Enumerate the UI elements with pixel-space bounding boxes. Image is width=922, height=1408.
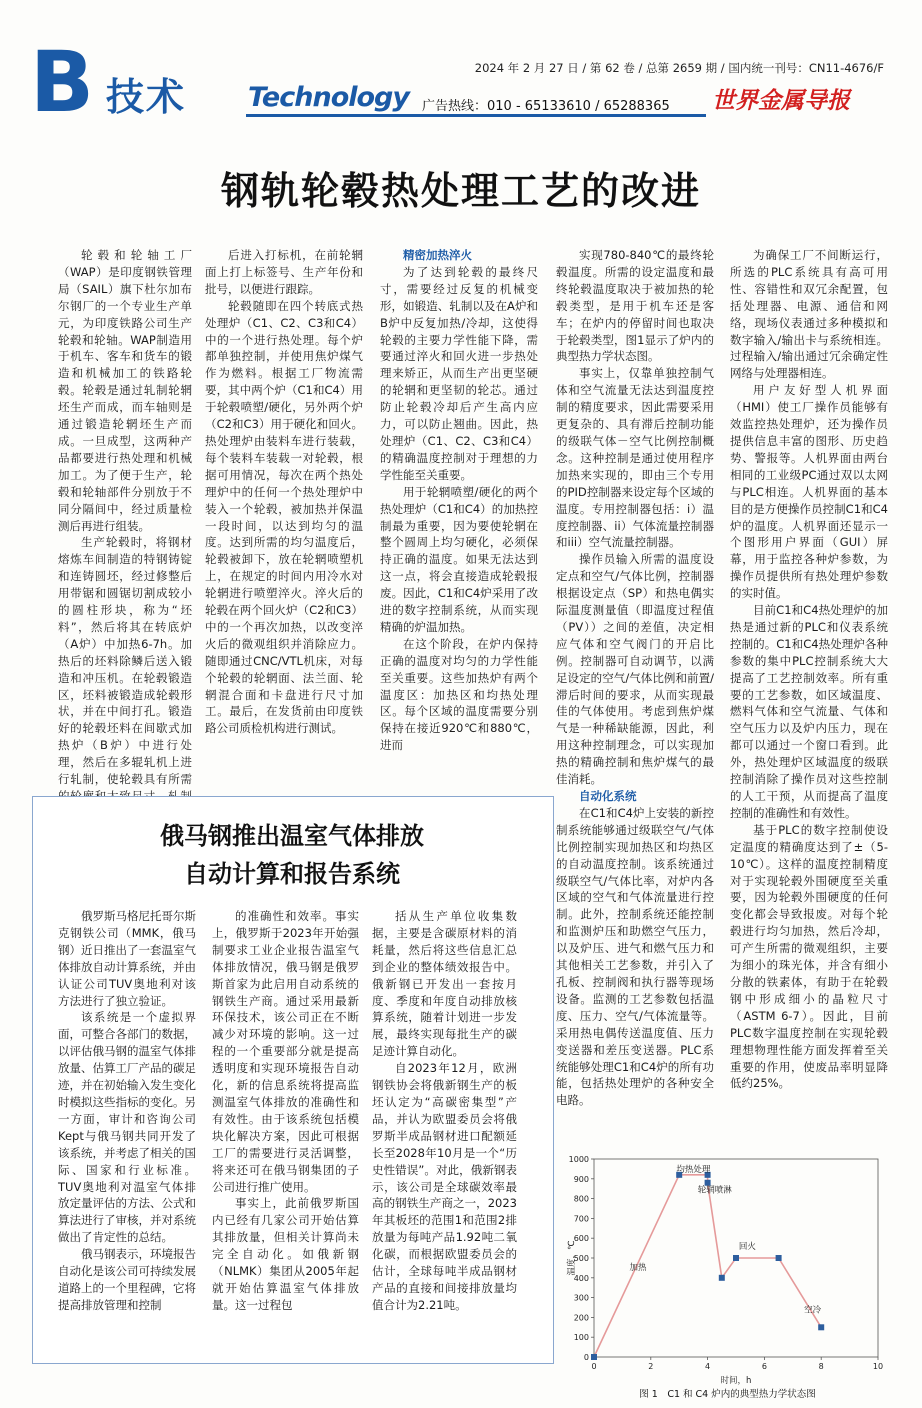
chart-annotation: 轮辋喷淋 <box>697 1185 732 1196</box>
chart-svg <box>560 1145 895 1385</box>
paragraph: 俄马钢表示，环境报告自动化是该公司可持续发展道路上的一个里程碑，它将提高排放管理和控制 <box>58 1247 196 1312</box>
data-point <box>733 1255 739 1261</box>
x-tick-label: 0 <box>591 1362 597 1371</box>
paragraph: 基于PLC的数字控制使设定温度的精确度达到了±（5-10℃）。这样的温度控制精度对于实现轮毂外围硬度至关重要，因为轮毂外围硬度的任何变化都会导致报废。对每个轮毂进行均匀加热，然后冷却，可产生所需的微观组织，主要为细小的珠光体，并含有细小分散的铁素体，有助于在轮毂钢中形成细小的晶粒尺寸（ASTM 6-7）。因此，目前PLC数字温度控制在实现轮毂理想物理性能方面发挥着至关重要的作用，使废品率明显降低约25%。 <box>730 822 888 1091</box>
x-tick-label: 10 <box>872 1362 884 1371</box>
data-point <box>591 1354 597 1360</box>
paragraph: 的准确性和效率。事实上，俄罗斯于2023年开始强制要求工业企业报告温室气体排放情况，俄马钢是俄罗斯首家为此启用自动系统的钢铁生产商。通过采用最新环保技术，该公司正在不断减少对环境的影响。这一过程的一个重要部分就是提高透明度和实现环境报告自动化，新的信息系统将提高监测温室气体排放的准确性和有效性。由于该系统包括模块化解决方案，因此可根据工厂的需要进行灵活调整，将来还可在俄马钢集团的子公司进行推广使用。 <box>212 909 359 1194</box>
newspaper-logo: 世界金属导报 <box>712 87 850 114</box>
chart-annotation: 空冷 <box>804 1305 822 1316</box>
chart-annotation: 回火 <box>738 1242 756 1253</box>
y-tick-label: 0 <box>583 1353 589 1362</box>
chart-annotation: 加热 <box>629 1262 647 1273</box>
y-tick-label: 800 <box>573 1194 589 1204</box>
paragraph: 为确保工厂不间断运行，所选的PLC系统具有高可用性、容错性和双冗余配置，包括处理器、电源、通信和网络，现场仪表通过多种模拟和数字输入/输出卡与系统相连。过程输入/输出通过冗余确定性网络与处理器相连。 <box>730 248 888 381</box>
paragraph: 事实上，仅靠单独控制气体和空气流量无法达到温度控制的精度要求，因此需要采用更复杂的、具有滞后控制功能的级联气体－空气比例控制概念。这种控制是通过使用程序加热来实现的，即由三个专用的PID控制器来设定每个区域的温度。专用控制器包括：i）温度控制器、ii）气体流量控制器和iii）空气流量控制器。 <box>556 366 714 550</box>
technology-label: Technology <box>248 82 409 113</box>
article1-column-4 <box>556 247 714 1137</box>
subheading-automation: 自动化系统 <box>579 789 637 803</box>
x-tick-label: 2 <box>648 1362 654 1371</box>
paragraph: 目前C1和C4热处理炉的加热是通过新的PLC和仪表系统控制的。C1和C4热处理炉各种参数的集中PLC控制系统大大提高了工艺控制效率。所有重要的工艺参数，如区域温度、燃料气体和空气流量、气体和空气压力以及炉内压力，现在都可以通过一个窗口看到。此外，热处理炉区域温度的级联控制消除了操作员对这些控制的人工干预，从而提高了温度控制的准确性和有效性。 <box>730 603 888 820</box>
y-axis-label: 温度，℃ <box>567 1240 577 1276</box>
paragraph: 轮毂和轮轴工厂（WAP）是印度钢铁管理局（SAIL）旗下杜尔加布尔钢厂的一个专业生产单元，为印度铁路公司生产轮毂和轮轴。WAP制造用于机车、客车和货车的锻造和机械加工的铁路轮毂。轮毂是通过轧制轮辋坯生产而成，而车轴则是通过锻造轮辋坯生产而成。一旦成型，这两种产品都要进行热处理和机械加工。为了便于生产，轮毂和轮轴部件分别放于不同分隔间中，经过质量检测后再进行组装。 <box>58 248 192 533</box>
paragraph: 事实上，此前俄罗斯国内已经有几家公司开始估算其排放量，但相关计算尚未完全自动化。如俄新钢（NLMK）集团从2005年起就开始估算温室气体排放量。这一过程包 <box>212 1196 359 1312</box>
paragraph: 轮毂随即在四个转底式热处理炉（C1、C2、C3和C4）中的一个进行热处理。每个炉都单独控制，并使用焦炉煤气作为燃料。根据工厂物流需要，其中两个炉（C1和C4）用于轮毂喷塑/硬化，另外两个炉（C2和C3）用于硬化和回火。热处理炉由装料车进行装载，每个装料车装载一对轮毂，根据可用情况，每次在两个热处理炉中的任何一个热处理炉中装入一个轮毂，被加热并保温一段时间，以达到均匀的温度。达到所需的均匀温度后，轮毂被卸下，放在轮辋喷塑机上，在规定的时间内用冷水对轮辋进行喷塑淬火。淬火后的轮毂在两个回火炉（C2和C3）中的一个再次加热，以改变淬火后的微观组织并消除应力。随即通过CNC/VTL机床，对每个轮毂的轮辋面、法兰面、轮辋混合面和卡盘进行尺寸加工。最后，在发货前由印度铁路公司质检机构进行测试。 <box>205 298 363 736</box>
y-tick-label: 200 <box>573 1313 589 1323</box>
section-letter: B <box>30 33 95 131</box>
subheading-precision-heating: 精密加热淬火 <box>403 248 472 262</box>
x-tick-label: 8 <box>818 1362 824 1371</box>
chart-caption: 图 1 C1 和 C4 炉内的典型热力学状态图 <box>639 1389 816 1400</box>
article2-title-line1: 俄马钢推出温室气体排放 <box>160 822 424 850</box>
y-tick-label: 700 <box>573 1214 589 1224</box>
paragraph: 实现780-840℃的最终轮毂温度。所需的设定温度和最终轮毂温度取决于被加热的轮毂类型，是用于机车还是客车；在炉内的停留时间也取决于轮毂类型，图1显示了炉内的典型热力学状态图。 <box>556 248 714 364</box>
article-title: 钢轨轮毂热处理工艺的改进 <box>220 168 701 213</box>
section-name: 技术 <box>106 75 187 119</box>
y-tick-label: 100 <box>573 1333 589 1343</box>
article1-column-2 <box>205 247 363 757</box>
y-tick-label: 500 <box>573 1254 589 1263</box>
x-tick-label: 4 <box>705 1362 711 1371</box>
article1-column-3 <box>380 247 538 757</box>
paragraph: 俄罗斯马格尼托哥尔斯克钢铁公司（MMK，俄马钢）近日推出了一套温室气体排放自动计算系统，并由认证公司TUV奥地利对该方法进行了独立验证。 <box>58 909 196 1008</box>
x-tick-label: 6 <box>761 1362 767 1371</box>
y-tick-label: 900 <box>573 1174 589 1184</box>
data-point <box>719 1275 725 1281</box>
paragraph: 操作员输入所需的温度设定点和空气/气体比例，控制器根据设定点（SP）和热电偶实际温度测量值（即温度过程值（PV））之间的差值，决定相应气体和空气阀门的开启比例。控制器可自动调节，以满足设定的空气/气体比例和前置/滞后时间的要求，从而实现最佳的气体使用。考虑到焦炉煤气是一种稀缺能源，因此，利用这种控制理念，可以实现加热的精确控制和焦炉煤气的最佳消耗。 <box>556 552 714 787</box>
paragraph: 自2023年12月，欧洲钢铁协会将俄新钢生产的板坯认定为“高碳密集型”产品，并认为欧盟委员会将俄罗斯半成品钢材进口配额延长至2028年10月是一个“历史性错误”。对此，俄新钢表示，该公司是全球碳效率最高的钢铁生产商之一，2023年其板坯的范围1和范围2排放量为每吨产品1.92吨二氧化碳，而根据欧盟委员会的估计，全球每吨半成品钢材产品的直接和间接排放量均值合计为2.21吨。 <box>372 1061 517 1312</box>
x-axis-label: 时间，h <box>720 1376 752 1386</box>
paragraph: 用于轮辋喷塑/硬化的两个热处理炉（C1和C4）的加热控制最为重要，因为要使轮辋在整个圆周上均匀硬化，必须保持正确的温度。如果无法达到这一点，将会直接造成轮毂报废。因此，C1和C4炉采用了改进的数字控制系统，从而实现精确的炉温加热。 <box>380 484 538 634</box>
y-tick-label: 1000 <box>568 1155 589 1164</box>
ad-hotline: 广告热线：010 - 65133610 / 65288365 <box>422 99 670 114</box>
chart-annotation: 均热处理 <box>676 1164 711 1175</box>
data-point <box>818 1324 824 1330</box>
paragraph: 为了达到轮毂的最终尺寸，需要经过反复的机械变形，如锻造、轧制以及在A炉和B炉中反复加热/冷却，这使得轮毂的主要力学性能下降，需要通过淬火和回火进一步热处理来矫正，从而生产出更坚硬的轮辋和更坚韧的轮芯。通过防止轮毂冷却后产生高内应力，可以防止翘曲。因此，热处理炉（C1、C2、C3和C4）的精确温度控制对于理想的力学性能至关重要。 <box>380 264 538 482</box>
y-tick-label: 400 <box>573 1273 589 1283</box>
paragraph: 后进入打标机，在前轮辋面上打上标签号、生产年份和批号，以便进行跟踪。 <box>205 248 363 296</box>
paragraph: 生产轮毂时，将钢材熔炼车间制造的特钢铸锭和连铸圆坯，经过修整后用带锯和圆锯切割成较小的圆柱形块，称为“坯料”，然后将其在转底炉（A炉）中加热6-7h。加热后的坯料除鳞后送入锻造和冲压机。在轮毂锻造区，坯料被锻造成轮毂形状，并在中间打孔。锻造好的轮毂坯料在间歇式加热炉（B炉）中进行处理，然后在多辊轧机上进行轧制，使轮毂具有所需 <box>58 535 192 787</box>
series-line <box>594 1175 821 1357</box>
data-point <box>776 1255 782 1261</box>
paragraph: 在C1和C4炉上安装的新控制系统能够通过级联空气/气体比例控制实现加热区和均热区的自动温度控制。该系统通过级联空气/气体比率，对炉内各区域的空气和气体流量进行控制。此外，控制系统还能控制和监测炉压和助燃空气压力，以及炉压、进气和燃气压力和其他相关工艺参数，并引入了孔板、控制阀和执行器等现场设备。监测的工艺参数包括温度、压力、空气/气体流量等。采用热电偶传送温度值、压力变送器和差压变送器。PLC系统能够处理C1和C4炉的所有功能，包括热处理炉的各种安全电路。 <box>556 805 714 1108</box>
paragraph: 括从生产单位收集数据，主要是含碳原材料的消耗量，然后将这些信息汇总到企业的整体绩效报告中。俄新钢已开发出一套按月度、季度和年度自动排放核算系统，随着计划进一步发展，最终实现每批生产的碳足迹计算自动化。 <box>372 909 517 1059</box>
paragraph: 在这个阶段，在炉内保持正确的温度对均匀的力学性能至关重要。这些加热炉有两个温度区：加热区和均热处理区。每个区域的温度需要分别保持在接近920℃和880℃，进而 <box>380 636 538 753</box>
article1-column-5 <box>730 247 888 1137</box>
thermal-profile-chart <box>560 1145 895 1385</box>
y-tick-label: 600 <box>573 1234 589 1244</box>
article1-column-1 <box>58 247 192 787</box>
article2-title-line2: 自动计算和报告系统 <box>184 860 400 888</box>
article2-column-1 <box>58 908 196 1348</box>
paragraph: 用户友好型人机界面（HMI）使工厂操作员能够有效监控热处理炉，还为操作员提供信息丰富的图形、历史趋势、警报等。人机界面由两台相同的工业级PC通过双以太网与PLC相连。人机界面的基本目的是方便操作员控制C1和C4炉的温度。人机界面还显示一个图形用户界面（GUI）屏幕，用于监控各种炉参数，为操作员提供所有热处理炉参数的实时值。 <box>730 383 888 601</box>
issue-line: 2024 年 2 月 27 日 / 第 62 卷 / 总第 2659 期 / 国内统一刊号：CN11-4676/F <box>474 61 884 75</box>
y-tick-label: 300 <box>573 1293 589 1303</box>
article2-column-3 <box>372 908 517 1348</box>
article2-column-2 <box>212 908 359 1348</box>
paragraph: 该系统是一个虚拟界面，可整合各部门的数据，以评估俄马钢的温室气体排放量、估算工厂产品的碳足迹，并在初始输入发生变化时模拟这些指标的变化。另一方面，审计和咨询公司Kept与俄马钢共同开发了该系统，并考虑了相关的国际、国家和行业标准。TUV奥地利对温室气体排放定量评估的方法、公式和算法进行了审核，并对系统做出了肯定性的总结。 <box>58 1010 196 1245</box>
